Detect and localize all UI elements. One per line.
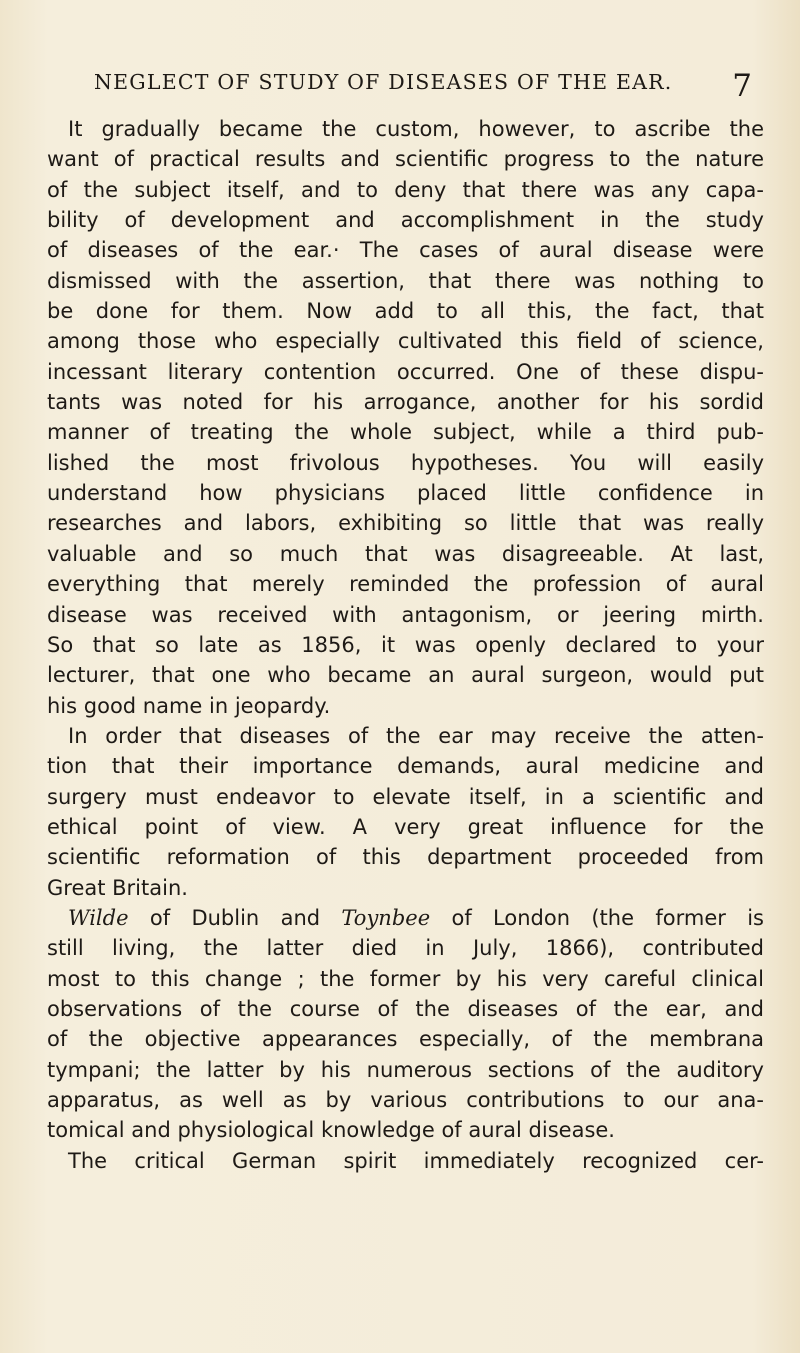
text-fragment: of London (the former is: [430, 905, 764, 930]
text-line: still living, the latter died in July, 1866), contributed: [47, 936, 764, 961]
text-line: his good name in jeopardy.: [47, 693, 331, 718]
text-line: lecturer, that one who became an aural surgeon, would put: [47, 663, 764, 688]
text-line: surgery must endeavor to elevate itself, in a scientific and: [47, 784, 764, 809]
text-line: of the subject itself, and to deny that there was any capa-: [47, 177, 764, 202]
text-line: observations of the course of the diseases of the ear, and: [47, 996, 764, 1021]
text-line: scientific reformation of this department proceeded from: [47, 845, 764, 870]
text-line: among those who especially cultivated this field of science,: [47, 329, 764, 354]
text-line: apparatus, as well as by various contributions to our ana-: [47, 1088, 764, 1112]
text-line: disease was received with antagonism, or jeering mirth.: [47, 602, 764, 627]
running-title: NEGLECT OF STUDY OF DISEASES OF THE EAR.: [94, 70, 673, 94]
text-line: manner of treating the whole subject, while a third pub-: [47, 420, 764, 445]
text-line: want of practical results and scientific progress to the nature: [47, 147, 764, 172]
person-name-wilde: Wilde: [68, 905, 129, 930]
text-line: incessant literary contention occurred. One of these dispu-: [47, 359, 764, 384]
text-line: of diseases of the ear.· The cases of aural disease were: [47, 238, 764, 263]
text-line: tants was noted for his arrogance, another for his sordid: [47, 390, 764, 415]
text-line: be done for them. Now add to all this, the fact, that: [47, 299, 764, 324]
text-line: tomical and physiological knowledge of aural disease.: [47, 1118, 615, 1143]
text-line: understand how physicians placed little confidence in: [47, 481, 764, 506]
text-line: So that so late as 1856, it was openly declared to your: [47, 632, 764, 657]
text-line: lished the most frivolous hypotheses. You will easily: [47, 450, 764, 475]
text-line: ethical point of view. A very great influence for the: [47, 814, 764, 839]
text-line: tion that their importance demands, aural medicine and: [47, 754, 764, 779]
text-line: Great Britain.: [47, 875, 188, 900]
running-head: [94, 54, 752, 104]
text-line: In order that diseases of the ear may receive the atten-: [68, 723, 764, 748]
text-line: valuable and so much that was disagreeable. At last,: [47, 541, 764, 566]
text-line: most to this change ; the former by his very careful clinical: [47, 966, 764, 991]
text-line: The critical German spirit immediately recognized cer-: [68, 1148, 764, 1173]
text-line: researches and labors, exhibiting so little that was really: [47, 511, 764, 536]
page-number: 7: [732, 68, 752, 104]
body-text: [47, 114, 764, 1176]
text-line: bility of development and accomplishment in the study: [47, 208, 764, 233]
person-name-toynbee: Toynbee: [341, 905, 431, 930]
text-line: everything that merely reminded the profession of aural: [47, 572, 764, 597]
text-fragment: of Dublin and: [128, 905, 342, 930]
text-line-with-names: [47, 903, 764, 933]
text-line: It gradually became the custom, however, to ascribe the: [68, 117, 764, 141]
text-line: dismissed with the assertion, that there was nothing to: [47, 268, 764, 293]
text-line: of the objective appearances especially, of the membrana: [47, 1027, 764, 1052]
text-line: tympani; the latter by his numerous sections of the auditory: [47, 1057, 764, 1082]
